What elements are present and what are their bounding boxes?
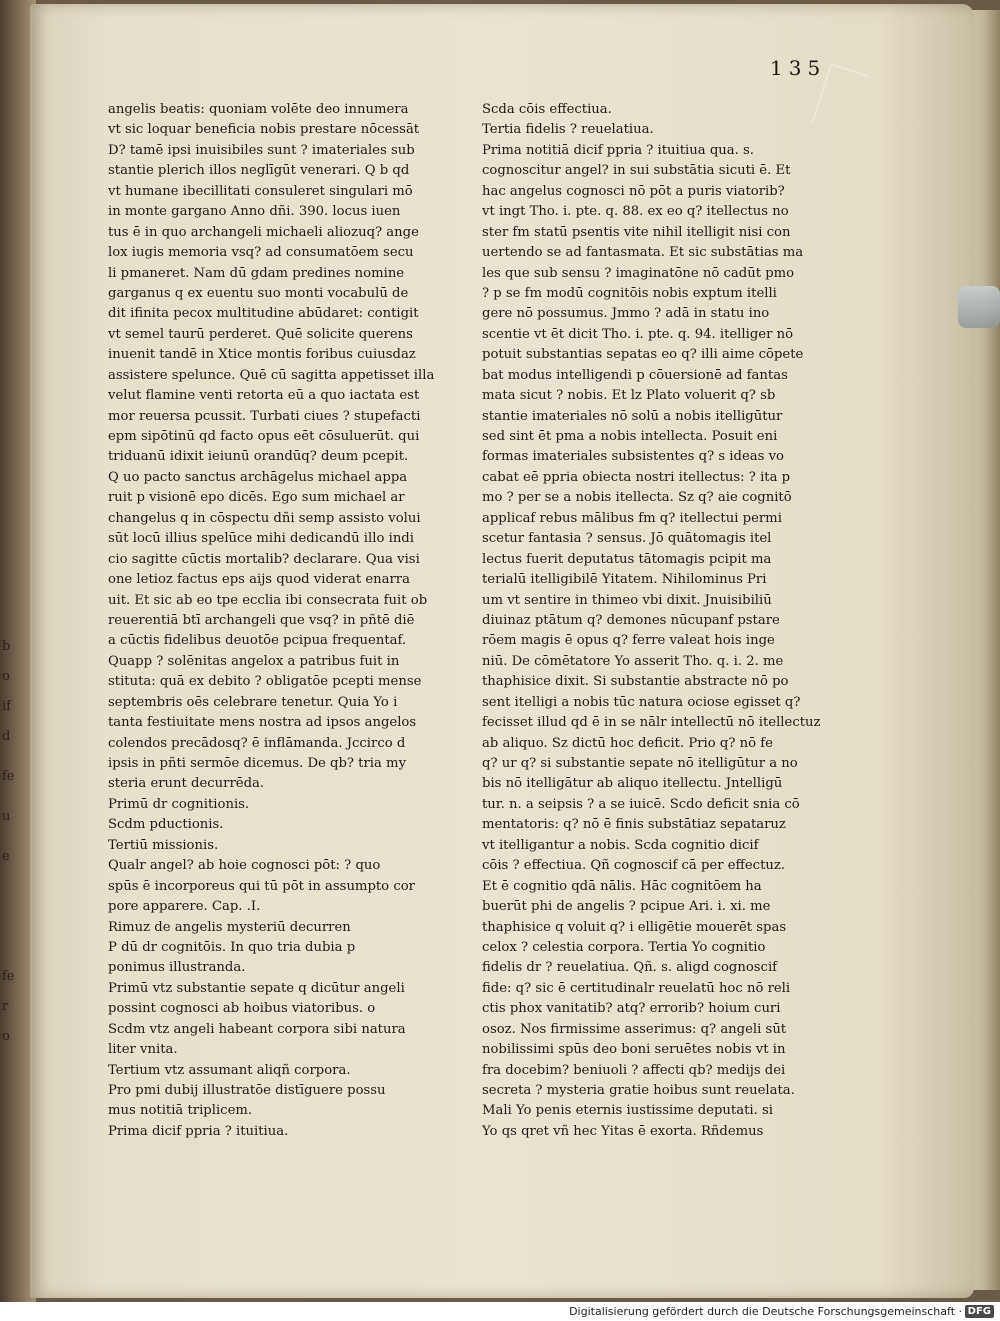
edge-fragment: o <box>2 1030 10 1043</box>
edge-fragment: d <box>2 730 11 743</box>
text-line: mor reuersa pcussit. Turbati ciues ? stupefacti <box>108 408 421 424</box>
text-line: vt itelligantur a nobis. Scda cognitio dicif <box>482 837 759 853</box>
text-line: les que sub sensu ? imaginatōne nō cadūt pmo <box>482 265 795 281</box>
text-line: mus notitiā triplicem. <box>108 1103 253 1119</box>
text-line: tanta festiuitate mens nostra ad ipsos angelos <box>108 715 417 731</box>
text-line: terialū itelligibilē Yitatem. Nihilominus Pri <box>482 572 767 588</box>
edge-fragment: b <box>2 640 11 653</box>
text-line: pore apparere. Cap. .I. <box>108 899 261 915</box>
edge-fragment: if <box>2 700 11 713</box>
text-line: nobilissimi spūs deo boni seruētes nobis vt in <box>482 1042 786 1058</box>
text-line: lox iugis memoria vsq? ad consumatōem secu <box>108 245 414 261</box>
text-line: assistere spelunce. Quē cū sagitta appetisset illa <box>108 367 435 383</box>
text-line: ? p se fm modū cognitōis nobis exptum itelli <box>482 285 777 301</box>
text-line: vt sic loquar beneficia nobis prestare nōcessāt <box>108 122 420 138</box>
text-line: lectus fuerit deputatus tātomagis pcipit ma <box>482 551 772 567</box>
text-line: Et ē cognitio qdā nālis. Hāc cognitōem ha <box>482 878 762 894</box>
text-line: buerūt phi de angelis ? pcipue Ari. i. xi. me <box>482 899 771 915</box>
text-line: Primū vtz substantie sepate q dicūtur angeli <box>108 980 405 996</box>
text-line: stantie imateriales nō solū a nobis itelligūtur <box>482 408 783 424</box>
text-line: cabat eē ppria obiecta nostri itellectus: ? ita p <box>482 469 791 485</box>
text-line: velut flamine venti retorta eū a quo iactata est <box>108 388 420 404</box>
text-line: rōem magis ē opus q? ferre valeat hois inge <box>482 633 775 649</box>
text-line: osoz. Nos firmissime asserimus: q? angeli sūt <box>482 1021 787 1037</box>
text-line: Tertiū missionis. <box>108 837 219 853</box>
text-line: inuenit tandē in Xtice montis foribus cuiusdaz <box>108 347 416 363</box>
text-line: thaphisice q voluit q? i elligētie mouerēt spas <box>482 919 787 935</box>
text-line: Pro pmi dubij illustratōe distīguere possu <box>108 1083 386 1098</box>
text-line: potuit substantias sepatas eo q? illi aime cōpete <box>482 347 804 363</box>
text-line: Qualr angel? ab hoie cognosci pōt: ? quo <box>108 858 381 874</box>
text-line: thaphisice dixit. Si substantie abstracte nō po <box>482 674 789 690</box>
text-line: triduanū idixit ieiunū orandūq? deum pcepit. <box>108 449 409 465</box>
text-line: one letioz factus eps aijs quod viderat enarra <box>108 572 410 588</box>
text-line: colendos precādosq? ē inflāmanda. Jccirco d <box>108 735 406 751</box>
text-line: ruit p visionē epo dicēs. Ego sum michael ar <box>108 490 405 506</box>
text-line: cōis ? effectiua. Qñ cognoscif cā per effectuz. <box>482 858 786 874</box>
text-line: sent itelligi a nobis tūc natura ociose egisset q? <box>482 694 801 710</box>
text-line: vt ingt Tho. i. pte. q. 88. ex eo q? itellectus no <box>482 204 789 220</box>
text-line: liter vnita. <box>108 1042 178 1058</box>
footer-credit: Digitalisierung gefördert durch die Deutsche Forschungsgemeinschaft · <box>569 1305 962 1318</box>
text-line: garganus q ex euentu suo monti vocabulū de <box>108 285 409 301</box>
text-line: niū. De cōmētatore Yo asserit Tho. q. i. 2. me <box>482 653 784 669</box>
edge-fragment: u <box>2 810 11 823</box>
text-line: mentatoris: q? nō ē finis substātiaz sepataruz <box>482 817 786 833</box>
edge-fragment: fe <box>2 770 15 783</box>
text-line: cognoscitur angel? in sui substātia sicuti ē. Et <box>482 163 791 179</box>
text-line: sed sint ēt pma a nobis intellecta. Posuit eni <box>482 429 778 444</box>
text-line: scetur fantasia ? sensus. Jō quātomagis itel <box>482 531 772 547</box>
text-line: Scdm vtz angeli habeant corpora sibi natura <box>108 1021 406 1037</box>
text-line: Scdm pductionis. <box>108 817 224 833</box>
text-line: Prima notitiā dicif ppria ? ituitiua qua. s. <box>482 142 754 158</box>
text-line: spūs ē incorporeus qui tū pōt in assumpto cor <box>108 878 415 894</box>
text-line: Prima dicif ppria ? ituitiua. <box>108 1123 289 1139</box>
dfg-logo: DFG <box>965 1305 994 1318</box>
text-line: angelis beatis: quoniam volēte deo innumera <box>108 102 409 117</box>
text-line: um vt sentire in thimeo vbi dixit. Jnuisibiliū <box>482 592 772 608</box>
text-line: D? tamē ipsi inuisibiles sunt ? imateriales sub <box>108 142 415 158</box>
text-line: uertendo se ad fantasmata. Et sic substātias ma <box>482 245 804 261</box>
text-line: reuerentiā btī archangeli que vsq? in pñtē diē <box>108 612 415 628</box>
text-line: scentie vt ēt dicit Tho. i. pte. q. 94. itelliger nō <box>482 326 794 342</box>
text-line: secreta ? mysteria gratie hoibus sunt reuelata. <box>482 1083 795 1098</box>
text-line: in monte gargano Anno dñi. 390. locus iuen <box>108 204 401 220</box>
text-line: hac angelus cognosci nō pōt a puris viatorib? <box>482 183 785 199</box>
text-line: ctis phox vanitatib? atq? errorib? hoium curi <box>482 1001 781 1017</box>
text-line: mata sicut ? nobis. Et lz Plato voluerit q? sb <box>482 388 776 404</box>
text-line: cio sagitte cūctis mortalib? declarare. Qua visi <box>108 551 420 567</box>
text-line: fide: q? sic ē certitudinalr reuelatū hoc nō reli <box>482 980 791 996</box>
text-line: fra docebim? beniuoli ? affecti qb? medijs dei <box>482 1062 786 1078</box>
text-line: vt humane ibecillitati consuleret singulari mō <box>108 183 413 199</box>
text-line: Yo qs qret vñ hec Yitas ē exorta. Rñdemus <box>482 1123 764 1139</box>
text-line: Mali Yo penis eternis iustissime deputati. si <box>482 1103 773 1119</box>
edge-fragment: e <box>2 850 10 863</box>
text-line: ster fm statū psentis vite nihil itelligit nisi con <box>482 224 791 240</box>
edge-fragment: o <box>2 670 10 683</box>
text-line: stantie plerich illos neglīgūt venerari. Q b qd <box>108 163 410 179</box>
text-line: Tertium vtz assumant aliqñ corpora. <box>108 1062 351 1078</box>
text-line: Quapp ? solēnitas angelox a patribus fuit in <box>108 653 400 669</box>
text-line: ipsis in pñti sermōe dicemus. De qb? tria my <box>108 756 407 771</box>
text-line: fecisset illud qd ē in se nālr intellectū nō itellectuz <box>482 715 821 731</box>
text-line: celox ? celestia corpora. Tertia Yo cognitio <box>482 939 766 955</box>
text-line: fidelis dr ? reuelatiua. Qñ. s. aligd cognoscif <box>482 960 778 976</box>
text-line: mo ? per se a nobis itellecta. Sz q? aie cognitō <box>482 490 792 506</box>
text-line: Scda cōis effectiua. <box>482 102 612 117</box>
text-line: bis nō itelligātur ab aliquo itellectu. Jntelligū <box>482 776 783 792</box>
text-line: tus ē in quo archangeli michaeli aliozuq? ange <box>108 224 419 240</box>
text-line: vt semel taurū perderet. Quē solicite querens <box>108 326 413 342</box>
text-line: ponimus illustranda. <box>108 960 246 976</box>
folio-number: 135 <box>770 56 827 80</box>
text-line: ab aliquo. Sz dictū hoc deficit. Prio q? nō fe <box>482 735 773 751</box>
text-line: epm sipōtinū qd facto opus eēt cōsuluerūt. qui <box>108 429 420 444</box>
text-line: steria erunt decurrēda. <box>108 776 265 792</box>
text-line: changelus q in cōspectu dñi semp assisto volui <box>108 510 421 526</box>
text-line: P dū dr cognitōis. In quo tria dubia p <box>108 939 356 955</box>
page-clip <box>958 286 1000 328</box>
left-text-column <box>108 100 458 1142</box>
text-line: uit. Et sic ab eo tpe ecclia ibi consecrata fuit ob <box>108 592 428 608</box>
text-line: possint cognosci ab hoibus viatoribus. o <box>108 1001 376 1017</box>
text-line: q? ur q? si substantie sepate nō itelligūtur a no <box>482 756 798 771</box>
text-line: Tertia fidelis ? reuelatiua. <box>482 122 654 138</box>
text-line: sūt locū illius spelūce mihi dedicandū illo indi <box>108 531 414 547</box>
text-line: tur. n. a seipsis ? a se iuicē. Scdo deficit snia cō <box>482 796 800 812</box>
text-line: a cūctis fidelibus deuotōe pcipua frequentaf. <box>108 633 407 649</box>
text-line: formas imateriales subsistentes q? s ideas vo <box>482 449 784 465</box>
text-line: bat modus intelligendi p cōuersionē ad fantas <box>482 367 788 383</box>
text-line: septembris oēs celebrare tenetur. Quia Yo i <box>108 694 398 710</box>
text-line: applicaf rebus mālibus fm q? itellectui permi <box>482 510 782 526</box>
edge-fragment: fe <box>2 970 15 983</box>
text-line: gere nō possumus. Jmmo ? adā in statu ino <box>482 306 770 322</box>
right-text-column <box>482 100 832 1142</box>
edge-fragment: r <box>2 1000 9 1013</box>
digitization-footer <box>0 1302 1000 1321</box>
text-line: diuinaz ptātum q? demones nūcupanf pstare <box>482 612 780 628</box>
text-line: Rimuz de angelis mysteriū decurren <box>108 919 351 935</box>
text-line: Q uo pacto sanctus archāgelus michael appa <box>108 469 408 485</box>
text-line: li pmaneret. Nam dū gdam predines nomine <box>108 265 405 281</box>
text-line: Primū dr cognitionis. <box>108 796 250 812</box>
text-line: stituta: quā ex debito ? obligatōe pcepti mense <box>108 674 422 690</box>
text-line: dit ifinita pecox multitudine abūdaret: contigit <box>108 306 419 322</box>
